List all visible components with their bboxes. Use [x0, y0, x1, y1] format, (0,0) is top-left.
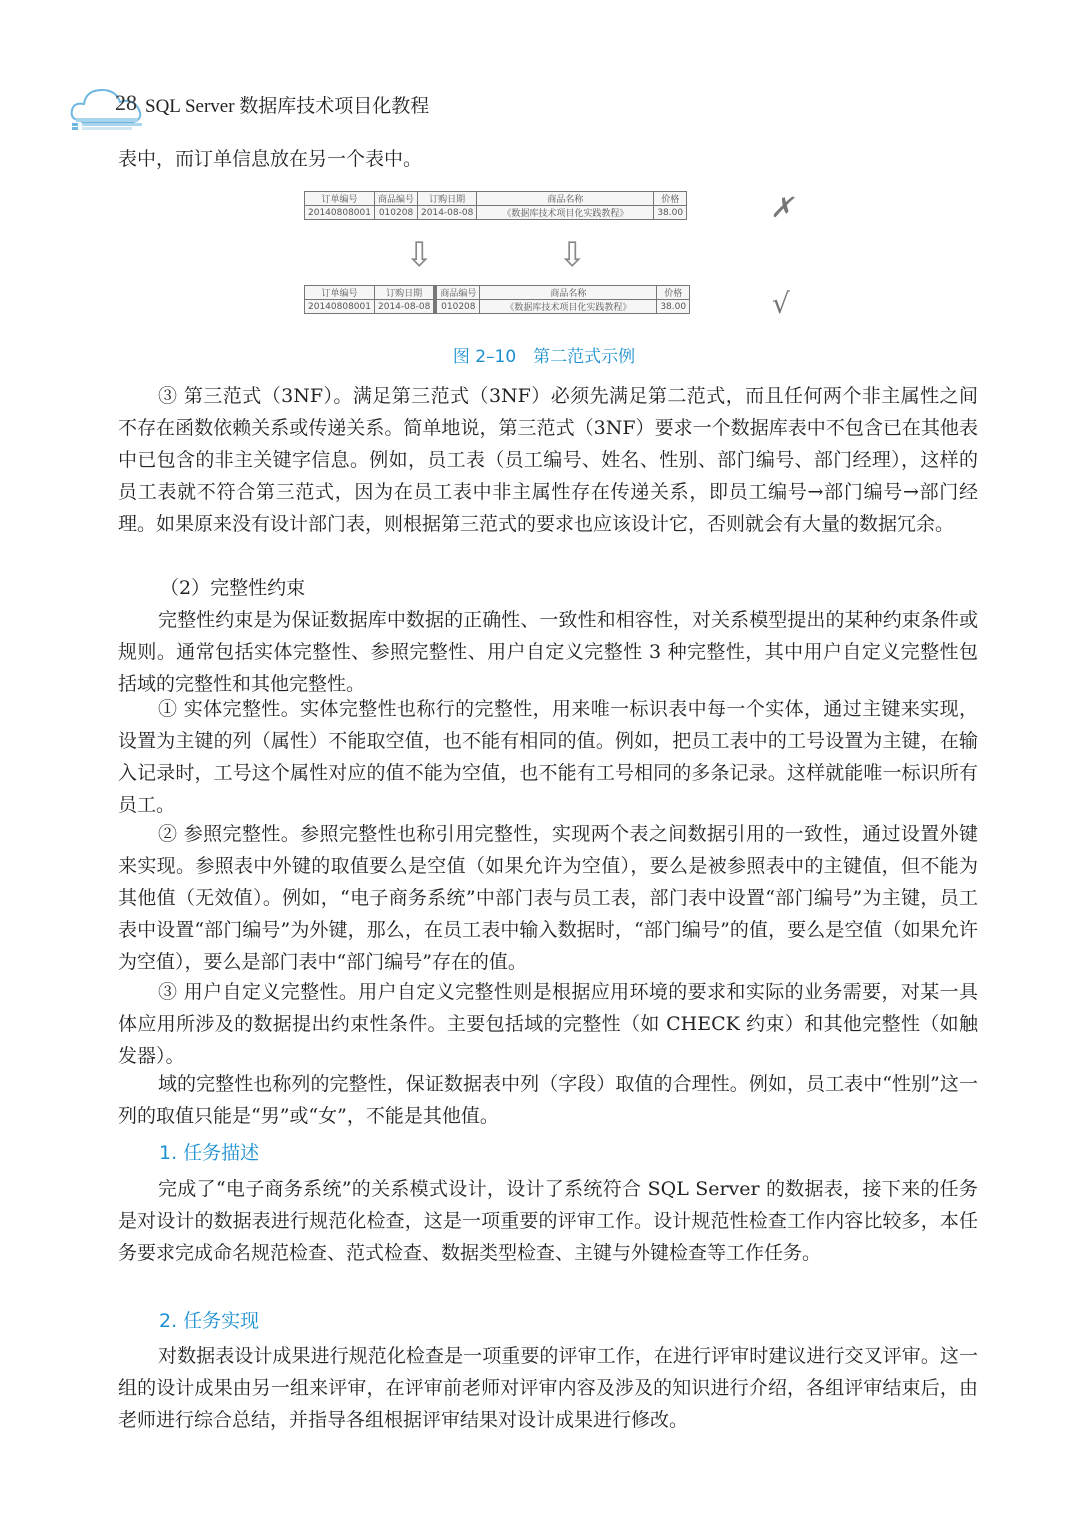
paragraph-domain-integrity: 域的完整性也称列的完整性，保证数据表中列（字段）取值的合理性。例如，员工表中“性别”这一列的取值只能是“男”或“女”，不能是其他值。 — [118, 1073, 978, 1127]
paragraph-task-description: 完成了“电子商务系统”的关系模式设计，设计了系统符合 SQL Server 的数据表，接下来的任务是对设计的数据表进行规范化检查，这是一项重要的评审工作。设计规范性检查工作内容比较多，本任务要求完成命名规范检查、范式检查、数据类型检查、主键与外键检查等工作任务。 — [118, 1178, 978, 1264]
intro-line: 表中，而订单信息放在另一个表中。 — [118, 148, 423, 170]
table-header-cell: 订单编号 — [305, 286, 375, 300]
paragraph-entity-integrity: ① 实体完整性。实体完整性也称行的完整性，用来唯一标识表中每一个实体，通过主键来实现，设置为主键的列（属性）不能取空值，也不能有相同的值。例如，把员工表中的工号设置为主键，在输入记录时，工号这个属性对应的值不能为空值，也不能有工号相同的多条记录。这样就能唯一标识所有员工。 — [118, 698, 978, 816]
table-cell: 010208 — [375, 206, 418, 220]
table-header-cell: 价格 — [654, 192, 687, 206]
table-header-cell: 商品名称 — [477, 192, 654, 206]
table-header-cell: 商品编号 — [435, 286, 480, 300]
table-cell: 《数据库技术项目化实践教程》 — [477, 206, 654, 220]
heading-task-description: 1. 任务描述 — [159, 1142, 260, 1164]
paragraph-integrity: 完整性约束是为保证数据库中数据的正确性、一致性和相容性，对关系模型提出的某种约束条件或规则。通常包括实体完整性、参照完整性、用户自定义完整性 3 种完整性，其中用户自定义完整性包括域的完整性和其他完整性。 — [118, 609, 978, 695]
paragraph-referential-integrity: ② 参照完整性。参照完整性也称引用完整性，实现两个表之间数据引用的一致性，通过设置外键来实现。参照表中外键的取值要么是空值（如果允许为空值），要么是被参照表中的主键值，但不能为其他值（无效值）。例如，“电子商务系统”中部门表与员工表，部门表中设置“部门编号”为主键，员工表中设置“部门编号”为外键，那么，在员工表中输入数据时，“部门编号”的值，要么是空值（如果允许为空值），要么是部门表中“部门编号”存在的值。 — [118, 823, 978, 973]
book-title: SQL Server 数据库技术项目化教程 — [145, 96, 430, 117]
table-after — [304, 285, 690, 314]
paragraph-task-implementation: 对数据表设计成果进行规范化检查是一项重要的评审工作，在进行评审时建议进行交叉评审。这一组的设计成果由另一组来评审，在评审前老师对评审内容及涉及的知识进行介绍，各组评审结束后，由老师进行综合总结，并指导各组根据评审结果对设计成果进行修改。 — [118, 1345, 978, 1431]
table-cell: 010208 — [435, 300, 480, 314]
table-header-cell: 商品编号 — [375, 192, 418, 206]
page-number: 28 — [115, 90, 137, 115]
table-cell: 20140808001 — [305, 206, 375, 220]
heading-task-implementation: 2. 任务实现 — [159, 1310, 260, 1332]
paragraph-3nf: ③ 第三范式（3NF）。满足第三范式（3NF）必须先满足第二范式，而且任何两个非主属性之间不存在函数依赖关系或传递关系。简单地说，第三范式（3NF）要求一个数据库表中不包含已在其他表中已包含的非主关键字信息。例如，员工表（员工编号、姓名、性别、部门编号、部门经理），这样的员工表就不符合第三范式，因为在员工表中非主属性存在传递关系，即员工编号→部门编号→部门经理。如果原来没有设计部门表，则根据第三范式的要求也应该设计它，否则就会有大量的数据冗余。 — [118, 385, 978, 535]
paragraph-user-integrity: ③ 用户自定义完整性。用户自定义完整性则是根据应用环境的要求和实际的业务需要，对某一具体应用所涉及的数据提出约束性条件。主要包括域的完整性（如 CHECK 约束）和其他完整性（如触发器）。 — [118, 981, 978, 1067]
table-before — [304, 191, 687, 220]
table-header-cell: 订购日期 — [418, 192, 477, 206]
figure-2nf — [300, 187, 800, 337]
table-cell: 38.00 — [654, 206, 687, 220]
right-mark-icon: √ — [772, 287, 790, 320]
table-cell: 2014-08-08 — [418, 206, 477, 220]
section-subheading: （2）完整性约束 — [160, 577, 306, 599]
page-header — [68, 82, 568, 130]
table-cell: 2014-08-08 — [375, 300, 436, 314]
figure-caption: 图 2–10 第二范式示例 — [452, 347, 636, 367]
table-header-cell: 订购日期 — [375, 286, 436, 300]
table-cell: 20140808001 — [305, 300, 375, 314]
table-header-cell: 商品名称 — [480, 286, 657, 300]
down-arrow-icon: ⇩ — [558, 235, 587, 275]
down-arrow-icon: ⇩ — [405, 235, 434, 275]
table-cell: 38.00 — [657, 300, 690, 314]
table-header-cell: 价格 — [657, 286, 690, 300]
table-header-cell: 订单编号 — [305, 192, 375, 206]
wrong-mark-icon: ✗ — [770, 191, 794, 224]
table-cell: 《数据库技术项目化实践教程》 — [480, 300, 657, 314]
